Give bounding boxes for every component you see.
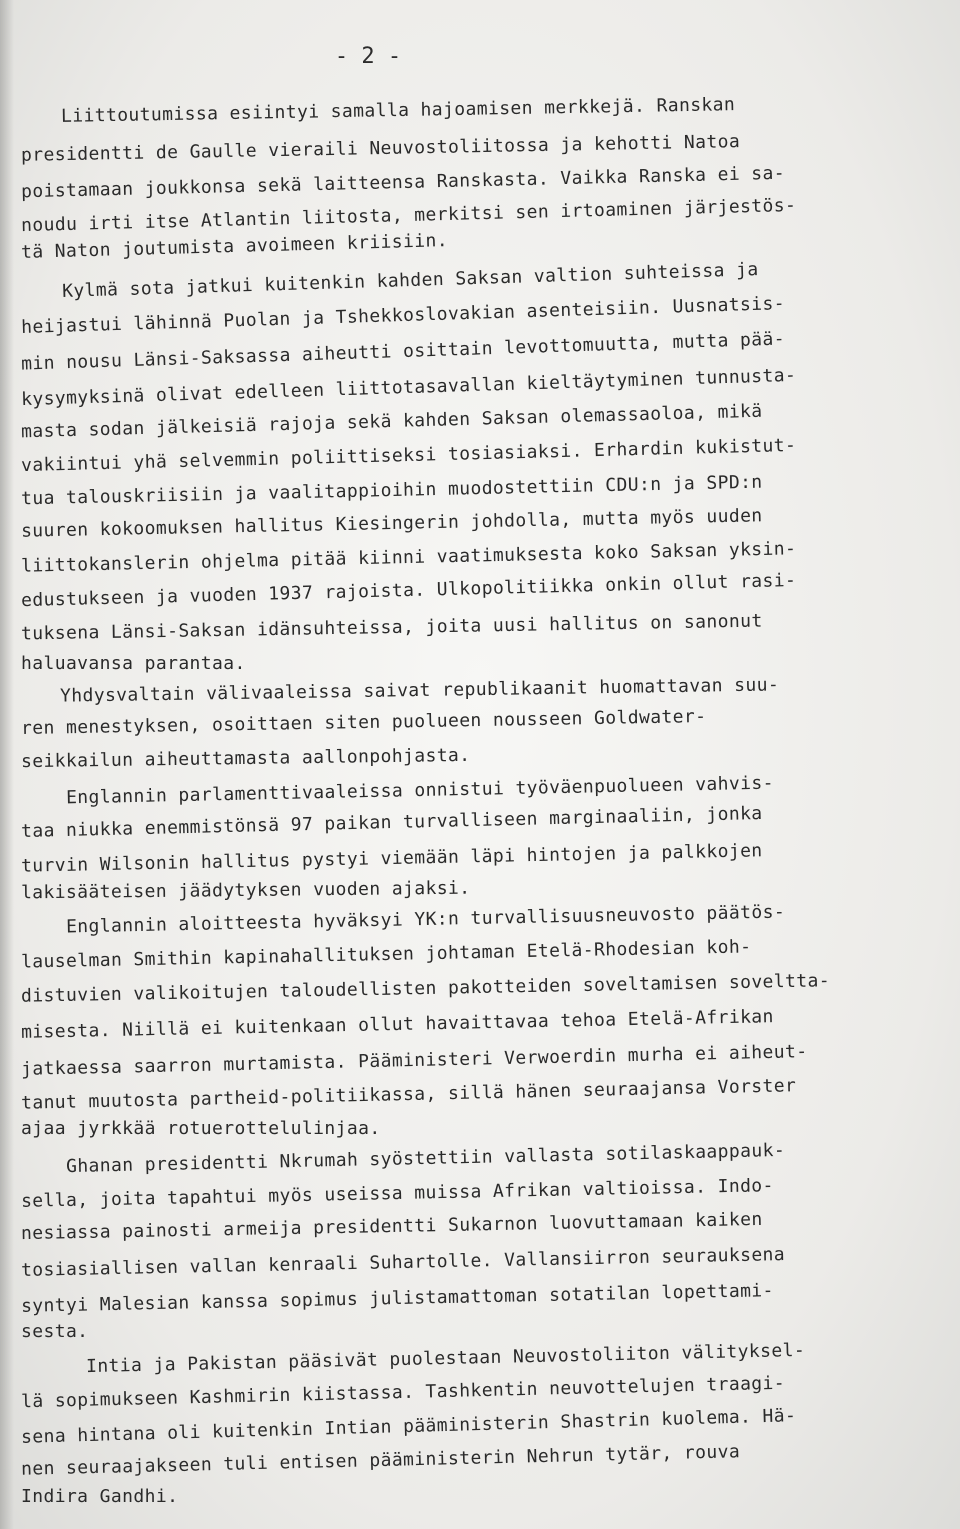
text-line: Yhdysvaltain välivaaleissa saivat republikaanit huomattavan suu- <box>59 674 780 707</box>
text-line: syntyi Malesian kanssa sopimus julistamattoman sotatilan lopettami- <box>20 1280 775 1317</box>
text-line: kysymyksinä olivat edelleen liittotasavallan kieltäytyminen tunnusta- <box>20 364 797 411</box>
text-line: seikkailun aiheuttamasta aallonpohjasta. <box>20 744 471 773</box>
text-line: liittokanslerin ohjelma pitää kiinni vaatimuksesta koko Saksan yksin- <box>20 538 797 577</box>
text-line: turvin Wilsonin hallitus pystyi viemään läpi hintojen ja palkkojen <box>20 840 763 877</box>
text-line: sesta. <box>21 1321 89 1342</box>
page-edge-shadow <box>0 0 14 1529</box>
text-line: lä sopimukseen Kashmirin kiistassa. Tashkentin neuvottelujen traagi- <box>20 1372 786 1413</box>
text-line: lakisääteisen jäädytyksen vuoden ajaksi. <box>20 877 471 904</box>
text-line: Indira Gandhi. <box>21 1486 179 1507</box>
text-line: distuvien valikoitujen taloudellisten pakotteiden soveltamisen soveltta- <box>20 970 831 1007</box>
text-line: sella, joita tapahtui myös useissa muissa Afrikan valtioissa. Indo- <box>20 1175 775 1212</box>
text-line: masta sodan jälkeisiä rajoja sekä kahden Saksan olemassaoloa, mikä <box>20 400 763 443</box>
text-line: haluavansa parantaa. <box>21 653 246 674</box>
text-line: min nousu Länsi-Saksassa aiheutti osittain levottomuutta, mutta pää- <box>20 328 786 375</box>
text-line: vakiintui yhä selvemmin poliittiseksi tosiasiaksi. Erhardin kukistut- <box>20 434 797 477</box>
text-line: tuksena Länsi-Saksan idänsuhteissa, joita uusi hallitus on sanonut <box>20 610 763 645</box>
page-number: - 2 - <box>334 44 402 69</box>
text-line: noudu irti itse Atlantin liitosta, merkitsi sen irtoaminen järjestös- <box>20 194 797 237</box>
text-line: tua talouskriisiin ja vaalitappioihin muodostettiin CDU:n ja SPD:n <box>20 471 763 510</box>
text-line: taa niukka enemmistönsä 97 paikan turvalliseen marginaaliin, jonka <box>20 802 763 843</box>
text-line: jatkaessa saarron murtamista. Pääministeri Verwoerdin murha ei aiheut- <box>20 1041 808 1080</box>
text-line: Intia ja Pakistan pääsivät puolestaan Neuvostoliiton välityksel- <box>85 1339 806 1378</box>
text-line: nen seuraajakseen tuli entisen pääministerin Nehrun tytär, rouva <box>20 1441 741 1480</box>
text-line: presidentti de Gaulle vieraili Neuvostoliitossa ja kehotti Natoa <box>20 131 741 166</box>
text-line: ren menestyksen, osoittaen siten puolueen nousseen Goldwater- <box>20 706 707 739</box>
text-line: Ghanan presidentti Nkrumah syöstettiin vallasta sotilaskaappauk- <box>65 1139 786 1178</box>
text-line: misesta. Niillä ei kuitenkaan ollut havaittavaa tehoa Etelä-Afrikan <box>20 1006 775 1043</box>
text-line: Liittoutumissa esiintyi samalla hajoamisen merkkejä. Ranskan <box>60 94 736 127</box>
text-line: tosiasiallisen vallan kenraali Suhartolle. Vallansiirron seurauksena <box>20 1244 786 1281</box>
text-line: suuren kokoomuksen hallitus Kiesingerin johdolla, mutta myös uuden <box>20 505 763 542</box>
text-line: nesiassa painosti armeija presidentti Sukarnon luovuttamaan kaiken <box>20 1208 763 1245</box>
text-line: edustukseen ja vuoden 1937 rajoista. Ulkopolitiikka onkin ollut rasi- <box>20 569 797 612</box>
text-line: Englannin parlamenttivaaleissa onnistui työväenpuolueen vahvis- <box>65 772 775 809</box>
text-line: Kylmä sota jatkui kuitenkin kahden Saksan valtion suhteissa ja <box>61 259 759 302</box>
text-line: sena hintana oli kuitenkin Intian pääministerin Shastrin kuolema. Hä- <box>20 1405 797 1448</box>
text-line: lauselman Smithin kapinahallituksen johtaman Etelä-Rhodesian koh- <box>20 936 752 973</box>
text-line: heijastui lähinnä Puolan ja Tshekkoslovakian asenteisiin. Uusnatsis- <box>20 293 786 338</box>
text-line: tä Naton joutumista avoimeen kriisiin. <box>20 230 449 263</box>
text-line: tanut muutosta partheid-politiikassa, sillä hänen seuraajansa Vorster <box>20 1075 797 1114</box>
text-line: Englannin aloitteesta hyväksyi YK:n turvallisuusneuvosto päätös- <box>65 901 786 938</box>
text-line: poistamaan joukkonsa sekä laitteensa Ranskasta. Vaikka Ranska ei sa- <box>20 162 786 203</box>
text-line: ajaa jyrkkää rotuerottelulinjaa. <box>21 1118 381 1139</box>
